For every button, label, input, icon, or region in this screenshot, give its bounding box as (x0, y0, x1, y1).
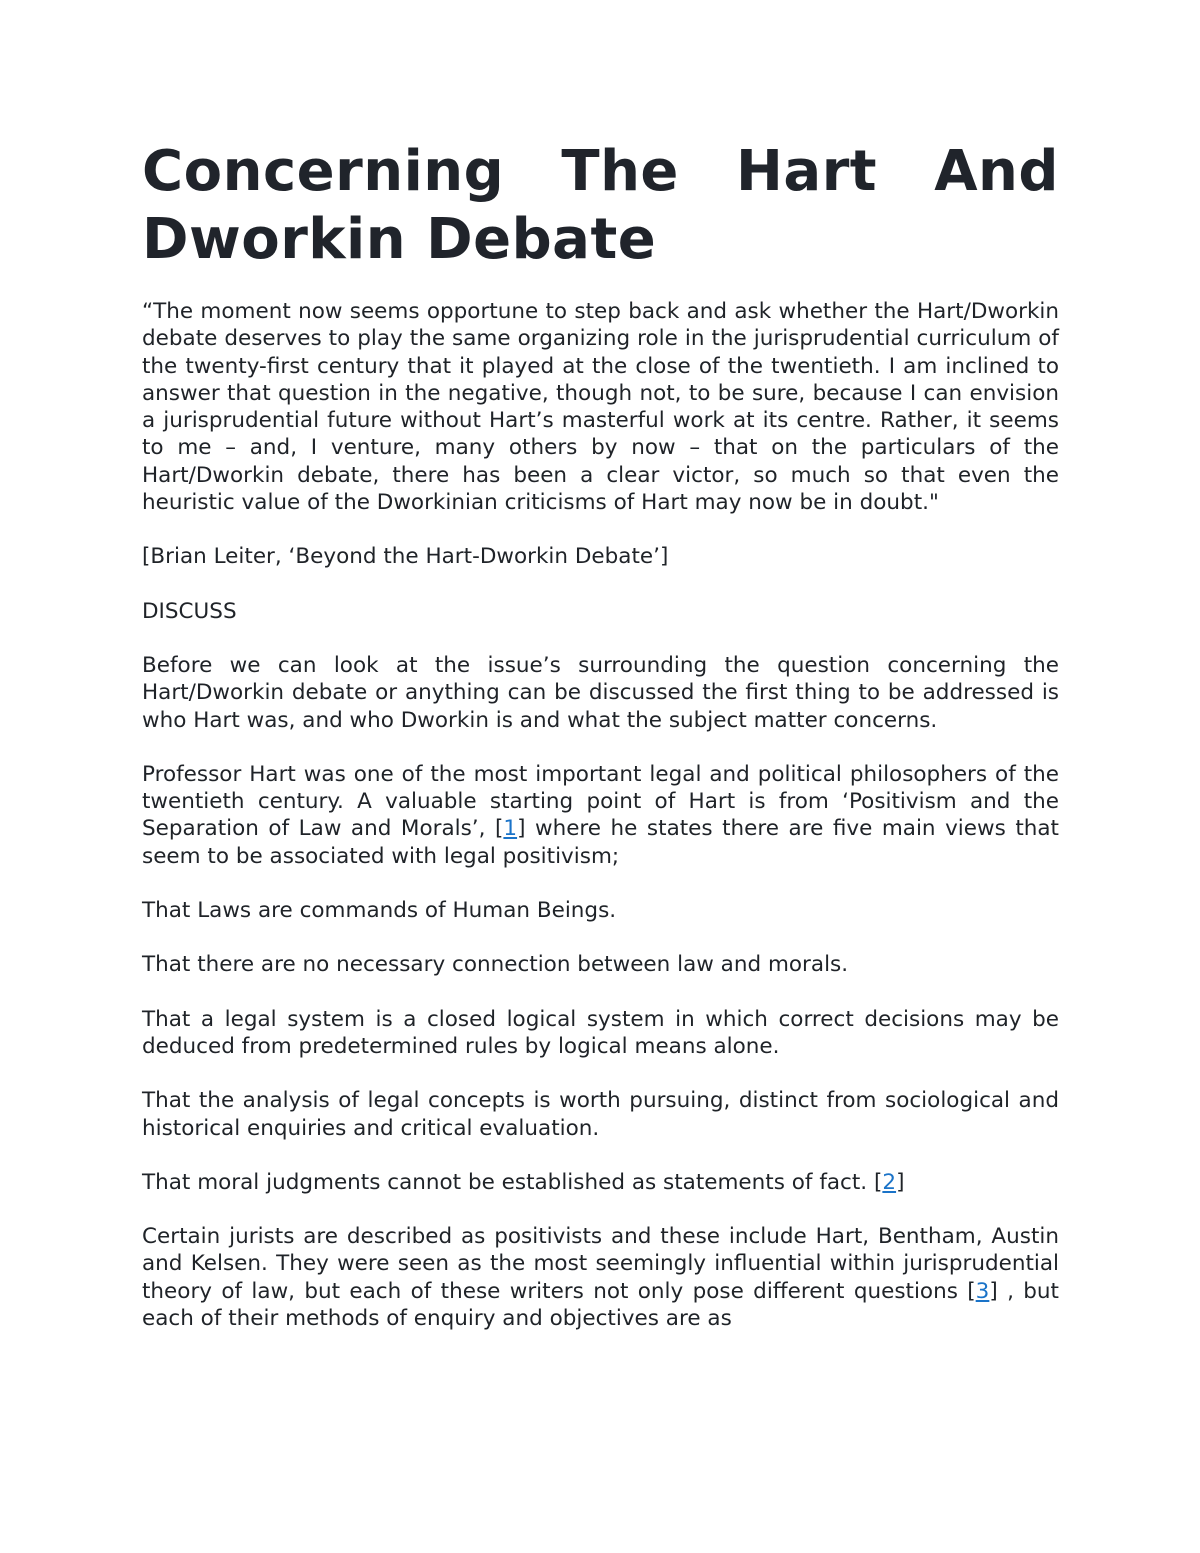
quote-citation: [Brian Leiter, ‘Beyond the Hart-Dworkin Debate’] (142, 544, 669, 570)
hart-paragraph-text: Professor Hart was one of the most important legal and political philosophers of the twentieth century. A valuable starting point of Hart is from ‘Positivism and the Separation of Law and Morals’, [ (142, 761, 1059, 842)
footnote-link-3[interactable]: 3 (975, 1278, 990, 1304)
footnote-link-2[interactable]: 2 (882, 1169, 897, 1195)
view-item: That a legal system is a closed logical system in which correct decisions may be deduced from predetermined rules by logical means alone. (142, 1006, 1059, 1059)
view-item-5-text: That moral judgments cannot be established as statements of fact. [ (142, 1169, 883, 1195)
jurists-paragraph-text-end: ] , but each of their methods of enquiry and objectives are as (142, 1278, 1059, 1332)
discuss-heading: DISCUSS (142, 598, 237, 624)
view-item-5-text-end: ] (896, 1169, 905, 1195)
jurists-paragraph (142, 1223, 1059, 1332)
intro-paragraph: Before we can look at the issue’s surrounding the question concerning the Hart/Dworkin debate or anything can be discussed the first thing to be addressed is who Hart was, and who Dworkin is and what the subject matter concerns. (142, 652, 1059, 733)
jurists-paragraph-text: Certain jurists are described as positivists and these include Hart, Bentham, Austin and Kelsen. They were seen as the most seemingly influential within jurisprudential theory of law, but each of these writers not only pose different questions [ (142, 1224, 1059, 1304)
document-page (142, 138, 1059, 1332)
hart-paragraph (142, 761, 1059, 870)
view-item-5 (142, 1169, 1059, 1196)
view-item: That the analysis of legal concepts is worth pursuing, distinct from sociological and historical enquiries and critical evaluation. (142, 1088, 1059, 1141)
footnote-link-1[interactable]: 1 (503, 816, 518, 842)
hart-paragraph-text-end: ] where he states there are five main views that seem to be associated with legal positivism; (142, 816, 1059, 869)
document-title: Concerning The Hart And Dworkin Debate (142, 139, 1059, 272)
leiter-quote: “The moment now seems opportune to step back and ask whether the Hart/Dworkin debate deserves to play the same organizing role in the jurisprudential curriculum of the twenty-first century that it played at the close of the twentieth. I am inclined to answer that question in the negative, though not, to be sure, because I can envision a jurisprudential future without Hart’s masterful work at its centre. Rather, it seems to me – and, I venture, many others by now – that on the particulars of the Hart/Dworkin debate, there has been a clear victor, so much so that even the heuristic value of the Dworkinian criticisms of Hart may now be in doubt." (142, 299, 1059, 516)
view-item: That there are no necessary connection between law and morals. (142, 952, 849, 978)
view-item: That Laws are commands of Human Beings. (142, 898, 617, 924)
